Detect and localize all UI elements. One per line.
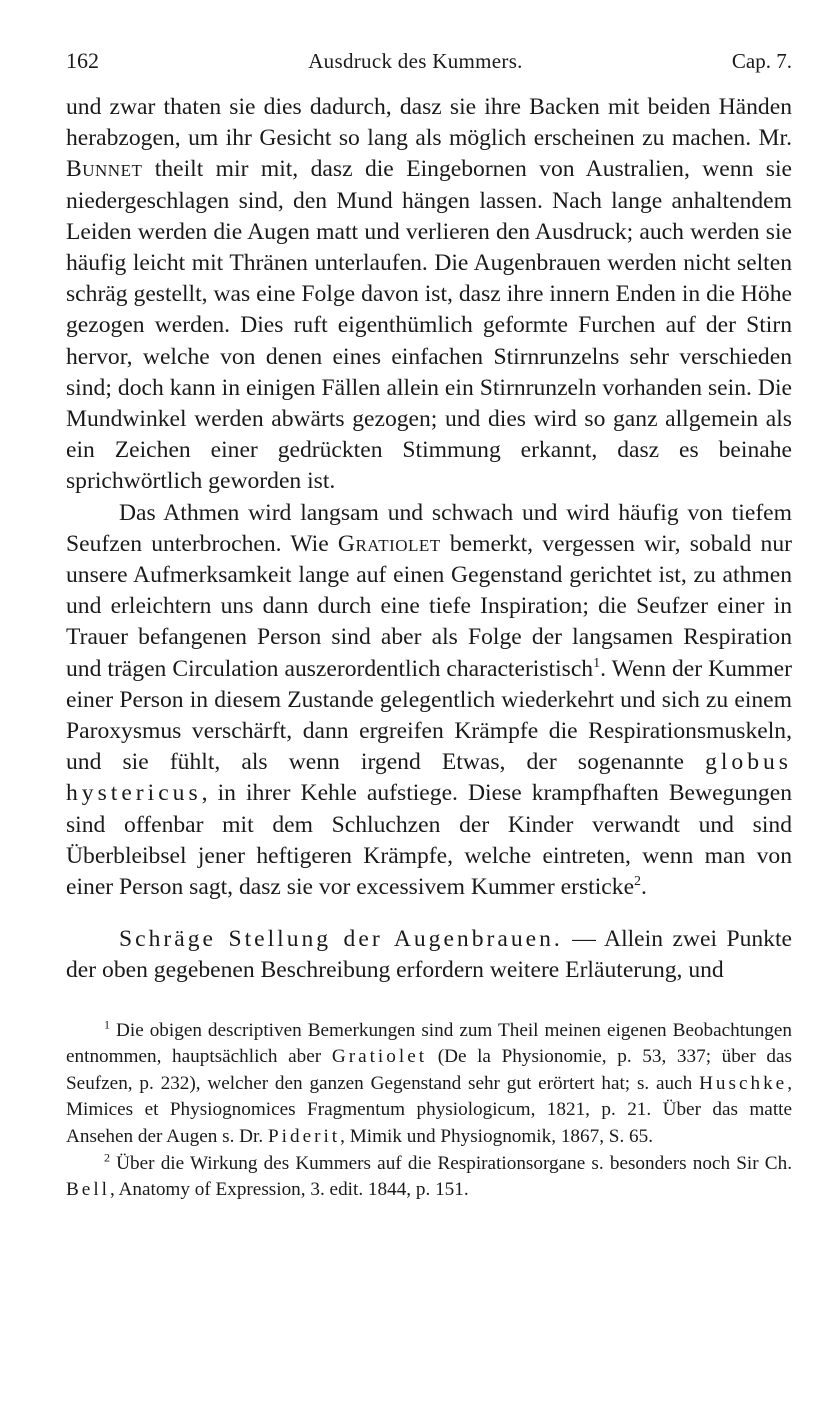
text-run: . — [641, 874, 647, 901]
text-run: bemerkt, vergessen wir, sobald nur unsere Aufmerksamkeit lange auf einen Gegenstand gerichtet ist, zu athmen und erleichtern uns dann durch eine tiefe Inspiration; die Seufzer einer in Trauer befangenen Person sind aber als Folge der langsamen Respiration und trägen Circulation auszerordentlich characteristisch — [66, 530, 792, 682]
text-run: Über die Wirkung des Kummers auf die Respirationsorgane s. besonders noch Sir Ch. — [110, 1152, 792, 1174]
page-header — [66, 48, 792, 78]
book-page — [66, 48, 792, 1204]
text-run: , Anatomy of Expression, 3. edit. 1844, p. 151. — [109, 1179, 469, 1201]
paragraph-section — [66, 924, 792, 986]
author-name: Gratiolet — [331, 1046, 428, 1068]
text-run: (De la Physionomie, p. 53, 337; über das Seufzen, p. 232), welcher den ganzen Gegenstand sehr gut erörtert hat; s. auch — [66, 1046, 792, 1094]
chapter-label: Cap. 7. — [731, 49, 792, 73]
text-run: , Mimik und Physiognomik, 1867, S. 65. — [340, 1126, 654, 1148]
footnote-2 — [66, 1151, 792, 1204]
text-run: — Allein zwei Punkte der oben gegebenen Beschreibung erfordern weitere Erläuterung, und — [66, 926, 792, 984]
text-run: . Wenn der Kummer einer Person in diesem Zustande gelegentlich wiederkehrt und sich zu einem Paroxysmus verschärft, dann ergreifen Krämpfe die Respirationsmuskeln, und sie fühlt, als wenn irgend Etwas, der sogenannte — [66, 655, 793, 776]
running-title: Ausdruck des Kummers. — [308, 49, 523, 73]
paragraph-continuation — [66, 92, 792, 498]
author-name: Bell — [66, 1179, 110, 1201]
author-name: Piderit — [267, 1126, 341, 1148]
author-name: Huschke — [699, 1072, 788, 1094]
footnote-1 — [66, 1018, 792, 1151]
footnote-ref: 1 — [593, 655, 601, 671]
text-run: und zwar thaten sie dies dadurch, dasz sie ihre Backen mit beiden Händen herabzogen, um ihr Gesicht so lang als möglich erscheinen zu machen. Mr. — [66, 94, 792, 152]
page-number: 162 — [66, 48, 99, 73]
text-run: Die obigen descriptiven Bemerkungen sind zum Theil meinen eigenen Beobachtungen entnommen, hauptsächlich aber — [66, 1019, 792, 1068]
text-run: Das Athmen wird langsam und schwach und wird häufig von tiefem Seufzen unterbrochen. Wie — [66, 499, 792, 557]
footnotes — [66, 1018, 792, 1204]
text-run: , in ihrer Kehle aufstiege. Diese krampfhaften Bewegungen sind offenbar mit dem Schluchzen der Kinder verwandt und sind Überbleibsel jener heftigeren Krämpfe, welche eintreten, wenn man von einer Person sagt, dasz sie vor excessivem Kummer ersticke — [66, 780, 792, 901]
person-name: Bunnet — [66, 156, 143, 183]
footnote-mark: 1 — [104, 1017, 110, 1032]
footnote-mark: 2 — [104, 1150, 110, 1165]
person-name: Gratiolet — [337, 530, 441, 557]
text-run: theilt mir mit, dasz die Eingebornen von Australien, wenn sie niedergeschlagen sind, den Mund hängen lassen. Nach lange anhaltendem Leiden werden die Augen matt und verlieren den Ausdruck; auch werden sie häufig leicht mit Thränen unterlaufen. Die Augenbrauen werden nicht selten schräg gestellt, was eine Folge davon ist, dasz ihre innern Enden in die Höhe gezogen werden. Dies ruft eigenthümlich geformte Furchen auf der Stirn hervor, welche von denen eines einfachen Stirnrunzelns sehr verschieden sind; doch kann in einigen Fällen allein ein Stirnrunzeln vorhanden sein. Die Mundwinkel werden abwärts gezogen; und dies wird so ganz allgemein als ein Zeichen einer gedrückten Stimmung erkannt, dasz es beinahe sprichwörtlich geworden ist. — [66, 156, 792, 495]
text-run: , Mimices et Physiognomices Fragmentum physiologicum, 1821, p. 21. Über das matte Ansehen der Augen s. Dr. — [66, 1072, 792, 1148]
body-text — [66, 92, 792, 987]
paragraph-breathing — [66, 498, 792, 904]
spaced-term: globus hystericus — [66, 749, 792, 807]
section-heading: Schräge Stellung der Augenbrauen. — [119, 926, 563, 953]
footnote-ref: 2 — [634, 874, 642, 890]
